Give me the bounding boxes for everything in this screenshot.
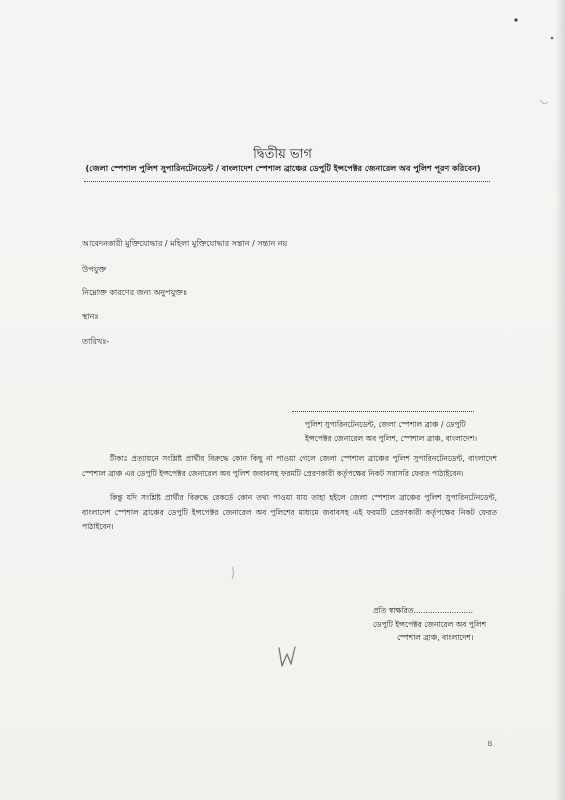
countersign-line-3: স্পেশাল ব্রাঞ্চ, বাংলাদেশ। [397, 633, 474, 642]
signature-line-1: পুলিশ সুপারিনটেনডেন্ট, জেলা স্পেশাল ব্রাঞ্চ / ডেপুটি [305, 420, 466, 429]
note-paragraph-2: কিন্তু যদি সংশ্লিষ্ট প্রার্থীর বিরুদ্ধে রেকর্ডে কোন তথ্য পাওয়া যায় তাহা হইলে জেলা স্পেশাল ব্রাঞ্চের পুলিশ সুপারিনটেনডেন্ট, বাংলাদেশ স্পেশাল ব্রাঞ্চের ডেপুটি ইন্সপেক্টর জেনারেল অব পুলিশের মাধ্যমে জবাবসহ এই ফরমটি প্রেরণকারী কর্তৃপক্ষের নিকট ফেরত পাঠাইবেন। [82, 493, 497, 531]
scan-specks-mark [500, 8, 560, 118]
field-eligible: উপযুক্ত [82, 265, 107, 274]
signature-block [305, 418, 500, 446]
field-place: স্থানঃ [82, 312, 99, 321]
scan-smudge-mark [226, 565, 240, 581]
note-paragraph-1: টীকাঃ প্রত্যায়নে সংশ্লিষ্ট প্রার্থীর বিরুদ্ধে কোন কিছু না পাওয়া গেলে জেলা স্পেশাল ব্রাঞ্চের পুলিশ সুপারিনটেনডেন্ট, বাংলাদেশ স্পেশাল ব্রাঞ্চ এর ডেপুটি ইন্সপেক্টর জেনারেল অব পুলিশ জবাবসহ ফরমটি প্রেরণকারী কর্তৃপক্ষের নিকট সরাসরি ফেরত পাঠাইবেন। [82, 454, 497, 478]
signature-dotted-line [292, 411, 474, 412]
page-edge-shadow [555, 0, 565, 800]
countersign-line-2: ডেপুটি ইন্সপেক্টর জেনারেল অব পুলিশ [373, 619, 487, 629]
part-title: দ্বিতীয় ভাগ [253, 147, 312, 162]
countersign-block [373, 604, 513, 645]
dotted-separator [84, 181, 490, 182]
handwritten-initial-mark [276, 644, 298, 670]
field-child-status: আবেদনকারী মুক্তিযোদ্ধার / মহিলা মুক্তিযোদ্ধার সন্তান / সন্তান নয় [82, 239, 288, 248]
form-subtitle: (জেলা স্পেশাল পুলিশ সুপারিনটেনডেন্ট / বাংলাদেশ স্পেশাল ব্রাঞ্চের ডেপুটি ইন্সপেক্টর জেনারেল অব পুলিশ পূরণ করিবেন) [85, 163, 481, 173]
field-ineligible-reason: নিম্নোক্ত কারণের জন্য অনুপযুক্তঃ [82, 288, 188, 297]
page-number: ৪ [487, 739, 493, 749]
signature-line-2: ইন্সপেক্টর জেনারেল অব পুলিশ, স্পেশাল ব্রাঞ্চ, বাংলাদেশ। [305, 434, 478, 443]
field-date: তারিখঃ- [82, 337, 110, 346]
countersign-line-1: প্রতি স্বাক্ষরিত......................... [373, 606, 474, 615]
